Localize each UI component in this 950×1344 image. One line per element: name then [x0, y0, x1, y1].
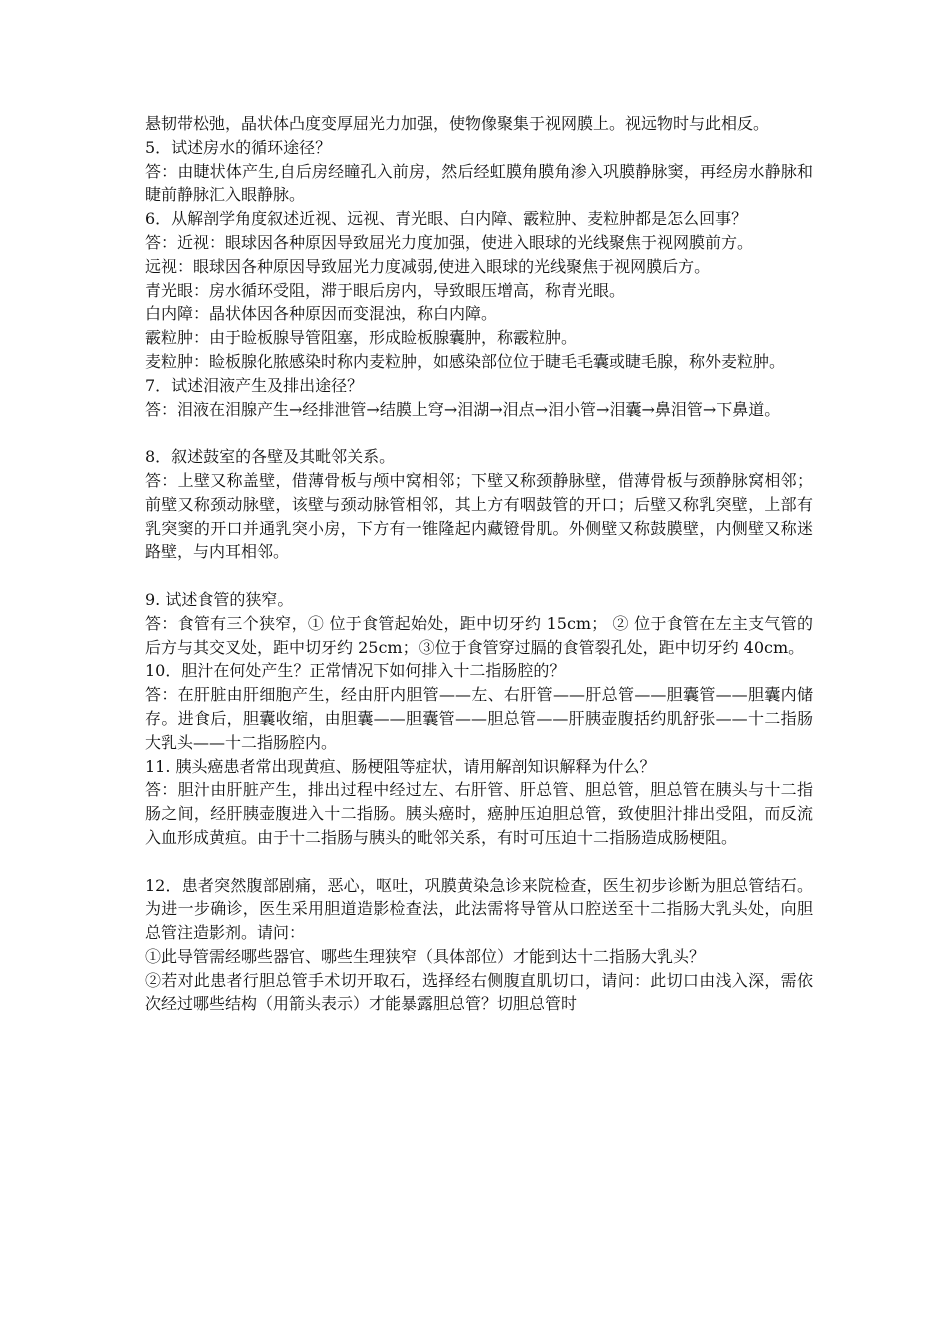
question-heading: 11. 胰头癌患者常出现黄疸、肠梗阻等症状，请用解剖知识解释为什么？ [145, 756, 656, 776]
answer-paragraph: 答：上壁又称盖壁，借薄骨板与颅中窝相邻；下壁又称颈静脉壁，借薄骨板与颈静脉窝相邻；前壁又称颈动脉壁，该壁与颈动脉管相邻，其上方有咽鼓管的开口；后壁又称乳突壁，上部有乳突窦的开口并通乳突小房，下方有一锥隆起内藏镫骨肌。外侧壁又称鼓膜壁，内侧壁又称迷路壁，与内耳相邻。 [145, 470, 813, 562]
document-page [145, 112, 813, 1016]
question-heading: 5．试述房水的循环途径？ [145, 137, 332, 157]
question-heading: 10．胆汁在何处产生？正常情况下如何排入十二指肠腔的？ [145, 661, 566, 681]
blank-line [145, 564, 813, 588]
blank-line [145, 850, 813, 874]
answer-paragraph: 白内障：晶状体因各种原因而变混浊，称白内障。 [145, 304, 498, 324]
question-heading: 12．患者突然腹部剧痛，恶心，呕吐，巩膜黄染急诊来院检查，医生初步诊断为胆总管结石。为进一步确诊，医生采用胆道造影检查法，此法需将导管从口腔送至十二指肠大乳头处，向胆总管注造影剂。请问： [145, 875, 813, 943]
blank-line [145, 421, 813, 445]
answer-paragraph: 答：近视：眼球因各种原因导致屈光力度加强，使进入眼球的光线聚焦于视网膜前方。 [145, 232, 754, 252]
question-heading: 8．叙述鼓室的各壁及其毗邻关系。 [145, 447, 396, 467]
question-item: ①此导管需经哪些器官、哪些生理狭窄（具体部位）才能到达十二指肠大乳头？ [145, 946, 706, 966]
answer-paragraph: 麦粒肿：睑板腺化脓感染时称内麦粒肿，如感染部位位于睫毛毛囊或睫毛腺，称外麦粒肿。 [145, 351, 786, 371]
question-heading: 6．从解剖学角度叙述近视、远视、青光眼、白内障、霰粒肿、麦粒肿都是怎么回事？ [145, 209, 748, 229]
answer-paragraph: 答：泪液在泪腺产生→经排泄管→结膜上穹→泪湖→泪点→泪小管→泪囊→鼻泪管→下鼻道。 [145, 399, 781, 419]
answer-paragraph: 远视：眼球因各种原因导致屈光力度减弱,使进入眼球的光线聚焦于视网膜后方。 [145, 256, 711, 276]
answer-paragraph: 答：食管有三个狭窄，① 位于食管起始处，距中切牙约 15cm； ② 位于食管在左主支气管的后方与其交叉处，距中切牙约 25cm；③位于食管穿过膈的食管裂孔处，距中切牙约 40cm。 [145, 613, 813, 657]
answer-paragraph: 答：由睫状体产生,自后房经瞳孔入前房，然后经虹膜角膜角渗入巩膜静脉窦，再经房水静脉和睫前静脉汇入眼静脉。 [145, 161, 813, 205]
answer-paragraph: 答：胆汁由肝脏产生，排出过程中经过左、右肝管、肝总管、胆总管，胆总管在胰头与十二指肠之间，经肝胰壶腹进入十二指肠。胰头癌时，癌肿压迫胆总管，致使胆汁排出受阻，而反流入血形成黄疸。由于十二指肠与胰头的毗邻关系，有时可压迫十二指肠造成肠梗阻。 [145, 780, 813, 847]
answer-paragraph: 青光眼：房水循环受阻，滞于眼后房内，导致眼压增高，称青光眼。 [145, 280, 626, 300]
question-item: ②若对此患者行胆总管手术切开取石，选择经右侧腹直肌切口，请问：此切口由浅入深，需依次经过哪些结构（用箭头表示）才能暴露胆总管？切胆总管时 [145, 970, 813, 1014]
answer-paragraph: 霰粒肿：由于睑板腺导管阻塞，形成睑板腺囊肿，称霰粒肿。 [145, 328, 578, 348]
question-heading: 9. 试述食管的狭窄。 [145, 589, 294, 609]
paragraph: 悬韧带松弛，晶状体凸度变厚屈光力加强，使物像聚集于视网膜上。视远物时与此相反。 [145, 114, 770, 133]
answer-paragraph: 答：在肝脏由肝细胞产生，经由肝内胆管——左、右肝管——肝总管——胆囊管——胆囊内储存。进食后，胆囊收缩，由胆囊——胆囊管——胆总管——肝胰壶腹括约肌舒张——十二指肠大乳头——十二指肠腔内。 [145, 685, 813, 752]
question-heading: 7．试述泪液产生及排出途径？ [145, 375, 364, 395]
